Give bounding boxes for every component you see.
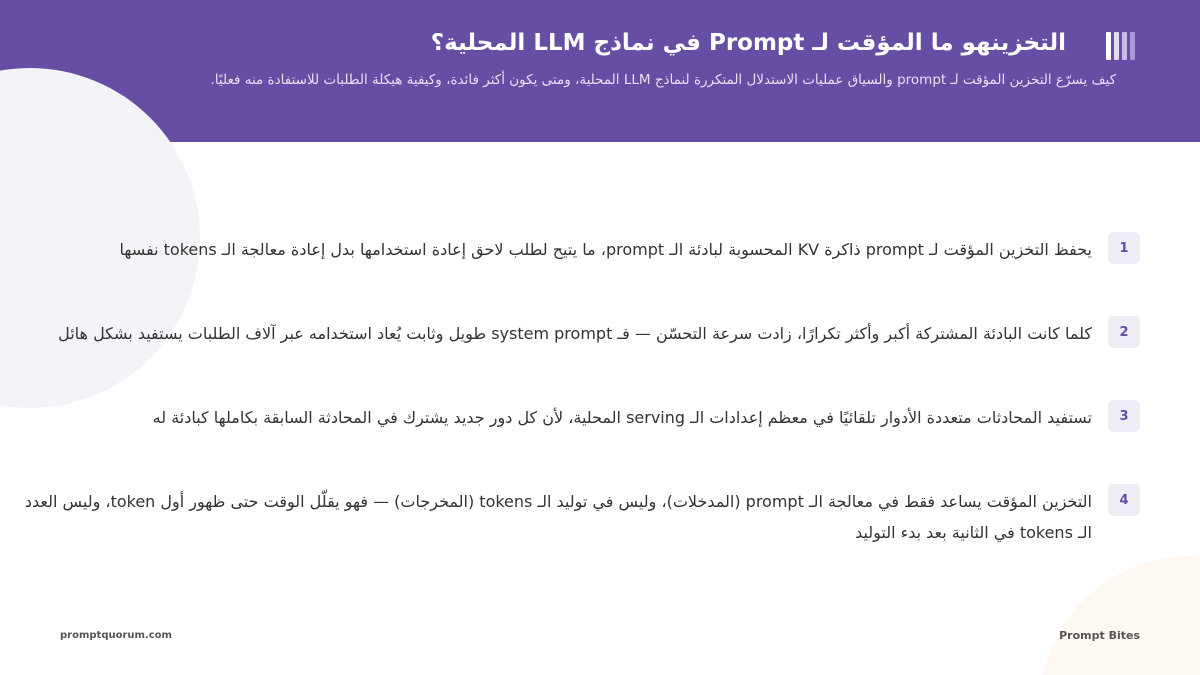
footer-site-link[interactable]: promptquorum.com: [60, 630, 172, 641]
footer-brand: Prompt Bites: [1059, 629, 1140, 642]
item-number-badge: 4: [1108, 484, 1140, 516]
page-title: التخزينهو ما المؤقت لـ Prompt في نماذج LLM المحلية؟: [430, 30, 1066, 56]
list-item: [0, 482, 1200, 566]
item-number-badge: 3: [1108, 400, 1140, 432]
page-subtitle: كيف يسرّع التخزين المؤقت لـ prompt والسياق عمليات الاستدلال المتكررة لنماذج LLM المحلية، ومتى يكون أكثر فائدة، وكيفية هيكلة الطلبات للاستفادة منه فعليًا.: [210, 72, 1116, 88]
list-item: [0, 398, 1200, 482]
logo-bars-icon: [1106, 32, 1140, 60]
item-text: كلما كانت البادئة المشتركة أكبر وأكثر تكرارًا، زادت سرعة التحسّن — فـ system prompt طويل وثابت يُعاد استخدامه عبر آلاف الطلبات يستفيد بشكل هائل: [58, 324, 1092, 343]
key-points-list: [0, 230, 1200, 566]
logo-bar-1: [1106, 32, 1111, 60]
list-item: [0, 230, 1200, 314]
header-banner: [0, 0, 1200, 142]
list-item: [0, 314, 1200, 398]
item-number-badge: 2: [1108, 316, 1140, 348]
decorative-circle-right: [1040, 556, 1200, 675]
logo-bar-4: [1130, 32, 1135, 60]
item-text: تستفيد المحادثات متعددة الأدوار تلقائيًا في معظم إعدادات الـ serving المحلية، لأن كل دور جديد يشترك في المحادثة السابقة بكاملها كبادئة له: [152, 408, 1092, 427]
logo-bar-2: [1114, 32, 1119, 60]
item-text: التخزين المؤقت يساعد فقط في معالجة الـ prompt (المدخلات)، وليس في توليد الـ tokens (المخرجات) — فهو يقلّل الوقت حتى ظهور أول token، وليس العدد الـ tokens في الثانية بعد بدء التوليد: [24, 492, 1092, 542]
logo-bar-3: [1122, 32, 1127, 60]
item-number-badge: 1: [1108, 232, 1140, 264]
item-text: يحفظ التخزين المؤقت لـ prompt ذاكرة KV المحسوبة لبادئة الـ prompt، ما يتيح لطلب لاحق إعادة استخدامها بدل إعادة معالجة الـ tokens نفسها: [119, 240, 1092, 259]
